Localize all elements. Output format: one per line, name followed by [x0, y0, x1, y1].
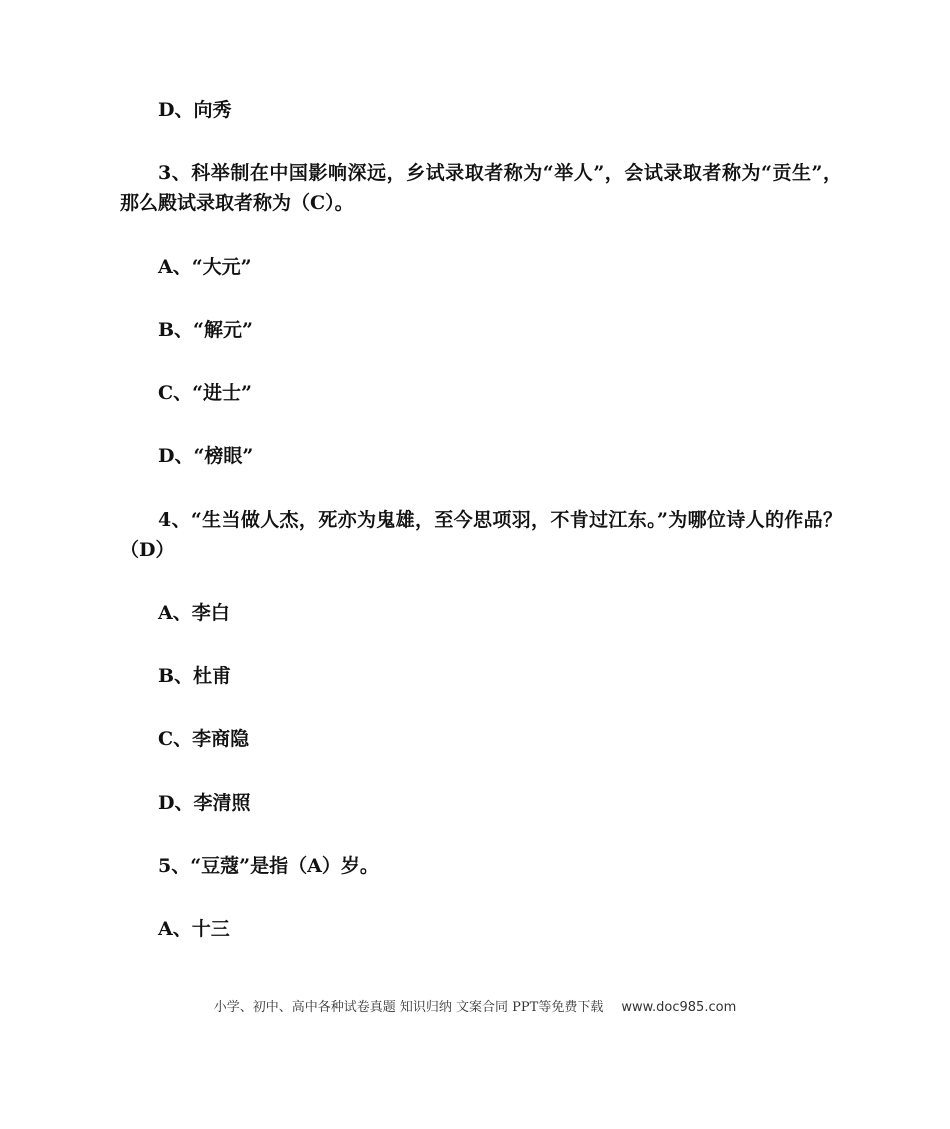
q3-option-d: D、“榜眼”: [158, 445, 254, 467]
page-footer: [0, 998, 950, 1018]
q4-option-a: A、李白: [158, 602, 230, 624]
q5-question-line1: 5、“豆蔻”是指（A）岁。: [158, 855, 379, 877]
footer-site-link[interactable]: www.doc985.com: [621, 1000, 737, 1015]
q4-option-b: B、杜甫: [158, 665, 232, 687]
q4-question-line2: （D）: [120, 539, 175, 561]
q4-option-c: C、李商隐: [158, 728, 250, 750]
q2-option-d: D、向秀: [158, 99, 232, 121]
q4-option-d: D、李清照: [158, 792, 251, 814]
q5-option-a: A、十三: [158, 918, 230, 940]
footer-text: 小学、初中、高中各种试卷真题 知识归纳 文案合同 PPT等免费下载: [213, 1000, 604, 1015]
q3-question-line2: 那么殿试录取者称为（C）。: [120, 192, 354, 214]
q3-option-b: B、“解元”: [158, 319, 253, 341]
q3-option-c: C、“进士”: [158, 382, 252, 404]
q4-question-line1: 4、“生当做人杰，死亦为鬼雄，至今思项羽，不肯过江东。”为哪位诗人的作品？: [158, 509, 842, 531]
q3-option-a: A、“大元”: [158, 256, 252, 278]
q3-question-line1: 3、科举制在中国影响深远，乡试录取者称为“举人”，会试录取者称为“贡生”，: [158, 162, 842, 184]
